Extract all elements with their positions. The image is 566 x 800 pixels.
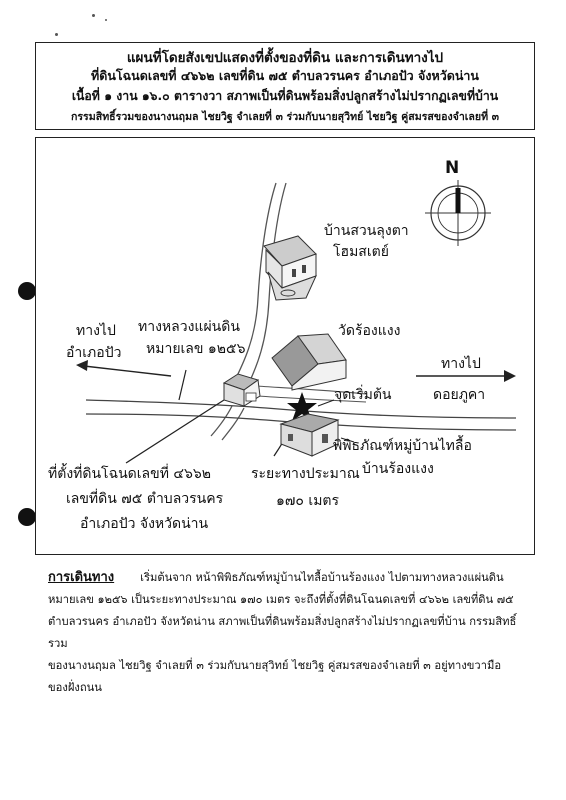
land-label-pointer [126, 400, 224, 463]
directions-line: หมายเลข ๑๒๕๖ เป็นระยะทางประมาณ ๑๗๐ เมตร จะถึงที่ตั้งที่ดินโฉนดเลขที่ ๔๖๖๒ เลขที่ดิน ๗๕ [48, 593, 514, 606]
land-location-label: ที่ตั้งที่ดินโฉนดเลขที่ ๔๖๖๒ [48, 466, 211, 482]
header-deed-line: ที่ดินโฉนดเลขที่ ๔๖๖๒ เลขที่ดิน ๗๕ ตำบลวรนคร อำเภอปัว จังหวัดน่าน [91, 68, 479, 83]
road-label-pointer [179, 370, 186, 400]
land-location-label-2: เลขที่ดิน ๗๕ ตำบลวรนคร [66, 491, 224, 507]
start-point-label: จุดเริ่มต้น [334, 387, 392, 403]
distance-label: ระยะทางประมาณ [251, 466, 360, 482]
homestay-house-icon [264, 236, 316, 300]
header-title: แผนที่โดยสังเขปแสดงที่ตั้งของที่ดิน และการเดินทางไป [126, 50, 444, 66]
scan-speck [105, 19, 107, 21]
arrow-to-doi-phu-kha-head [504, 370, 516, 382]
highway-number-label: หมายเลข ๑๒๕๖ [146, 341, 246, 357]
highway-label: ทางหลวงแผ่นดิน [138, 319, 240, 335]
land-location-label-3: อำเภอปัว จังหวัดน่าน [80, 516, 209, 532]
directions-text [48, 567, 528, 699]
homestay-label-2: โฮมสเตย์ [333, 244, 389, 260]
directions-line: เริ่มต้นจาก หน้าพิพิธภัณฑ์หมู่บ้านไทลื้อบ้านร้องแงง ไปตามทางหลวงแผ่นดิน [140, 571, 504, 584]
scan-speck [92, 14, 95, 17]
header-area-line: เนื้อที่ ๑ งาน ๑๖.๐ ตารางวา สภาพเป็นที่ดินพร้อมสิ่งปลูกสร้างไม่ปรากฏเลขที่บ้าน [71, 89, 499, 103]
arrow-to-pua [84, 366, 171, 376]
map-box [35, 137, 535, 555]
punch-hole [18, 282, 36, 300]
land-building-icon [224, 374, 260, 406]
museum-label: พิพิธภัณฑ์หมู่บ้านไทลื้อ [333, 438, 472, 454]
to-doi-phu-kha-label-2: ดอยภูคา [433, 387, 486, 403]
homestay-label: บ้านสวนลุงตา [324, 223, 409, 239]
compass-rose-icon [425, 180, 491, 246]
header-owner-line: กรรมสิทธิ์รวมของนางนฤมล ไชยวิฐ จำเลยที่ ๓ ร่วมกับนายสุวิทย์ ไชยวิฐ คู่สมรสของจำเลยที่ ๓ [70, 111, 500, 123]
side-road-edge [222, 408, 244, 440]
to-doi-phu-kha-label: ทางไป [441, 356, 481, 372]
to-pua-label-2: อำเภอปัว [66, 345, 122, 361]
temple-label: วัดร้องแงง [338, 323, 401, 339]
directions-line: ของฝั่งถนน [48, 681, 102, 694]
header-box [35, 42, 535, 130]
scan-speck [55, 33, 58, 36]
directions-line: ของนางนฤมล ไชยวิฐ จำเลยที่ ๓ ร่วมกับนายสุวิทย์ ไชยวิฐ คู่สมรสของจำเลยที่ ๓ อยู่ทางขวามือ [48, 659, 502, 672]
punch-hole [18, 508, 36, 526]
directions-line: ตำบลวรนคร อำเภอปัว จังหวัดน่าน สภาพเป็นที่ดินพร้อมสิ่งปลูกสร้างไม่ปรากฏเลขที่บ้าน กรรมสิทธิ์รวม [48, 615, 517, 650]
distance-value-label: ๑๗๐ เมตร [276, 493, 340, 509]
compass-north-label: N [445, 158, 460, 178]
to-pua-label: ทางไป [76, 323, 116, 339]
start-point-pointer [318, 400, 334, 406]
directions-title: การเดินทาง [48, 570, 115, 585]
museum-label-2: บ้านร้องแงง [362, 461, 434, 477]
museum-building-icon [281, 414, 338, 456]
temple-icon [272, 334, 346, 390]
